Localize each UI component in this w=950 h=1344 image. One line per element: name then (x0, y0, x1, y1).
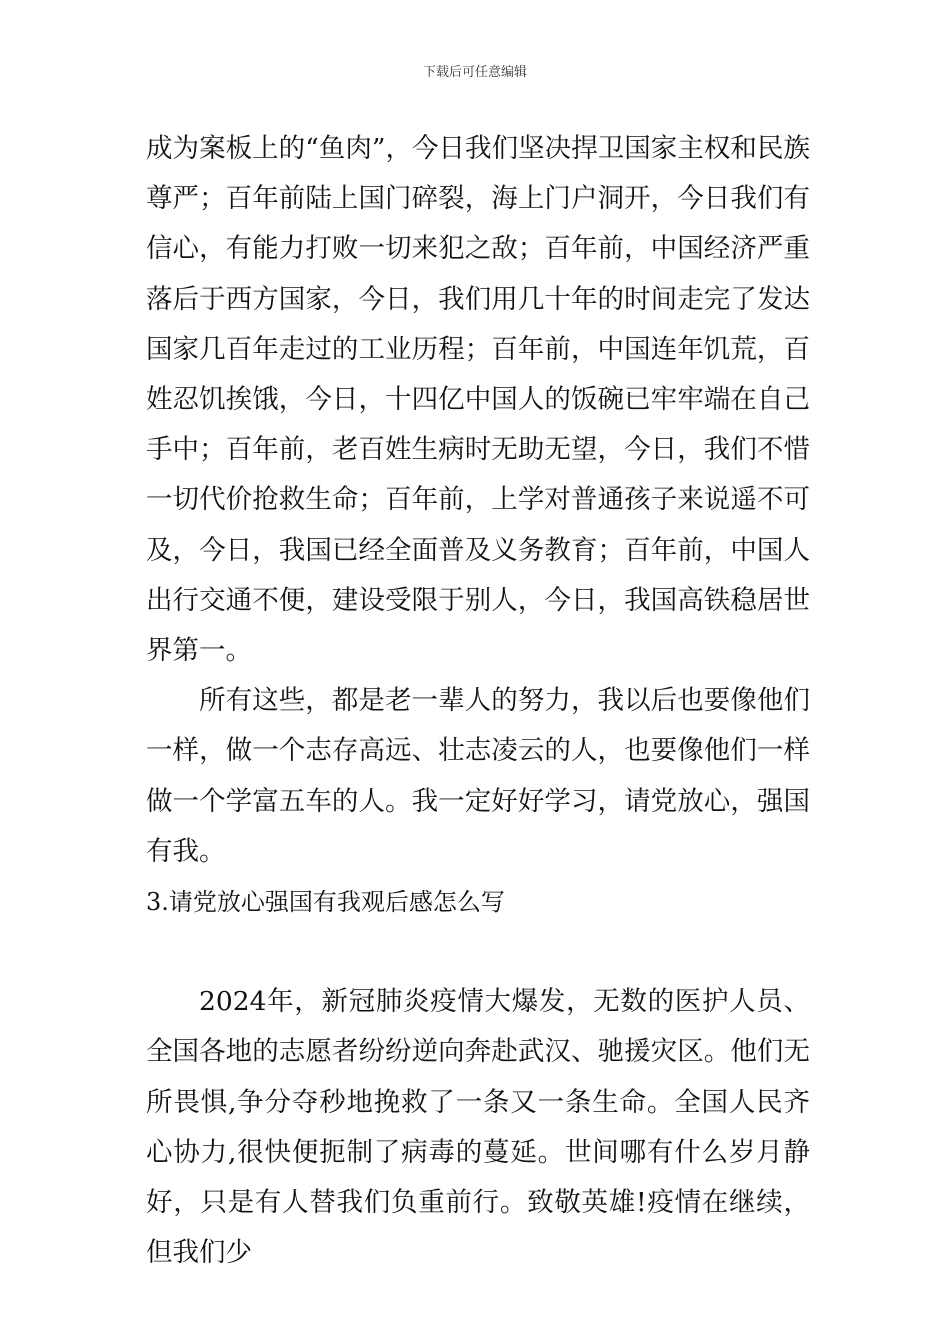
section-heading-3: 3.请党放心强国有我观后感怎么写 (146, 888, 505, 917)
paragraph-2: 所有这些，都是老一辈人的努力，我以后也要像他们一样，做一个志存高远、壮志凌云的人，也要像他们一样做一个学富五车的人。我一定好好学习，请党放心，强国有我。 (146, 685, 810, 867)
blank-line (146, 927, 810, 977)
paragraph-3: 2024年，新冠肺炎疫情大爆发，无数的医护人员、全国各地的志愿者纷纷逆向奔赴武汉、驰援灾区。他们无所畏惧,争分夺秒地挽救了一条又一条生命。全国人民齐心协力,很快便扼制了病毒的蔓延。世间哪有什么岁月静好，只是有人替我们负重前行。致敬英雄!疫情在继续，但我们少 (146, 986, 810, 1269)
paragraph-1: 成为案板上的“鱼肉”，今日我们坚决捍卫国家主权和民族尊严；百年前陆上国门碎裂，海上门户洞开，今日我们有信心，有能力打败一切来犯之敌；百年前，中国经济严重落后于西方国家，今日，我们用几十年的时间走完了发达国家几百年走过的工业历程；百年前，中国连年饥荒，百姓忍饥挨饿，今日，十四亿中国人的饭碗已牢牢端在自己手中；百年前，老百姓生病时无助无望，今日，我们不惜一切代价抢救生命；百年前，上学对普通孩子来说遥不可及，今日，我国已经全面普及义务教育；百年前，中国人出行交通不便，建设受限于别人，今日，我国高铁稳居世界第一。 (146, 133, 810, 667)
document-body (146, 124, 810, 1278)
page-header: 下载后可任意编辑 (422, 65, 527, 80)
